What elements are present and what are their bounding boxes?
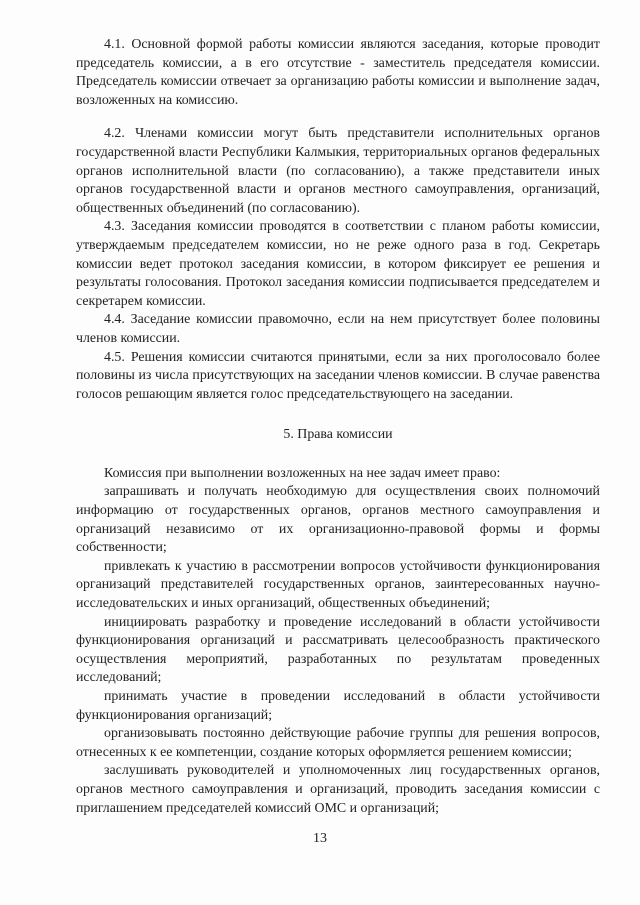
list-item: инициировать разработку и проведение исследований в области устойчивости функционирования организаций и рассматривать целесообразность практического осуществления мероприятий, разработанных по результатам проведенных исследований;: [76, 614, 600, 686]
paragraph-4-4: 4.4. Заседание комиссии правомочно, если на нем присутствует более половины членов комиссии.: [76, 312, 600, 346]
section-heading: 5. Права комиссии: [283, 427, 393, 443]
list-item: запрашивать и получать необходимую для осуществления своих полномочий информацию от государственных органов, органов местного самоуправления и организаций независимо от их организационно-правовой формы и формы собственности;: [76, 484, 600, 556]
list-item: организовывать постоянно действующие рабочие группы для решения вопросов, отнесенных к ее компетенции, создание которых оформляется решением комиссии;: [76, 726, 600, 760]
paragraph-4-5: 4.5. Решения комиссии считаются принятыми, если за них проголосовало более половины из числа присутствующих на заседании членов комиссии. В случае равенства голосов решающим является голос председательствующего на заседании.: [76, 349, 600, 402]
list-item: принимать участие в проведении исследований в области устойчивости функционирования организаций;: [76, 689, 600, 723]
paragraph-4-2: 4.2. Членами комиссии могут быть представители исполнительных органов государственной власти Республики Калмыкия, территориальных органов федеральных органов исполнительной власти (по согласованию), а также представители иных органов государственной власти и органов местного самоуправления, организаций, общественных объединений (по согласованию).: [76, 126, 600, 216]
paragraph-4-3: 4.3. Заседания комиссии проводятся в соответствии с планом работы комиссии, утверждаемым председателем комиссии, но не реже одного раза в год. Секретарь комиссии ведет протокол заседания комиссии, в котором фиксирует ее решения и результаты голосования. Протокол заседания комиссии подписывается председателем и секретарем комиссии.: [76, 219, 600, 309]
paragraph-4-1: 4.1. Основной формой работы комиссии являются заседания, которые проводит председатель комиссии, а в его отсутствие - заместитель председателя комиссии. Председатель комиссии отвечает за организацию работы комиссии и выполнение задач, возложенных на комиссию.: [76, 37, 600, 108]
section-intro: Комиссия при выполнении возложенных на нее задач имеет право:: [104, 465, 501, 481]
list-item: заслушивать руководителей и уполномоченных лиц государственных органов, органов местного самоуправления и организаций, проводить заседания комиссии с приглашением председателей комиссий ОМС и организаций;: [76, 763, 600, 816]
page-number: 13: [313, 831, 327, 846]
list-item: привлекать к участию в рассмотрении вопросов устойчивости функционирования организаций представителей государственных органов, заинтересованных научно-исследовательских и иных организаций, общественных объединений;: [76, 558, 600, 612]
